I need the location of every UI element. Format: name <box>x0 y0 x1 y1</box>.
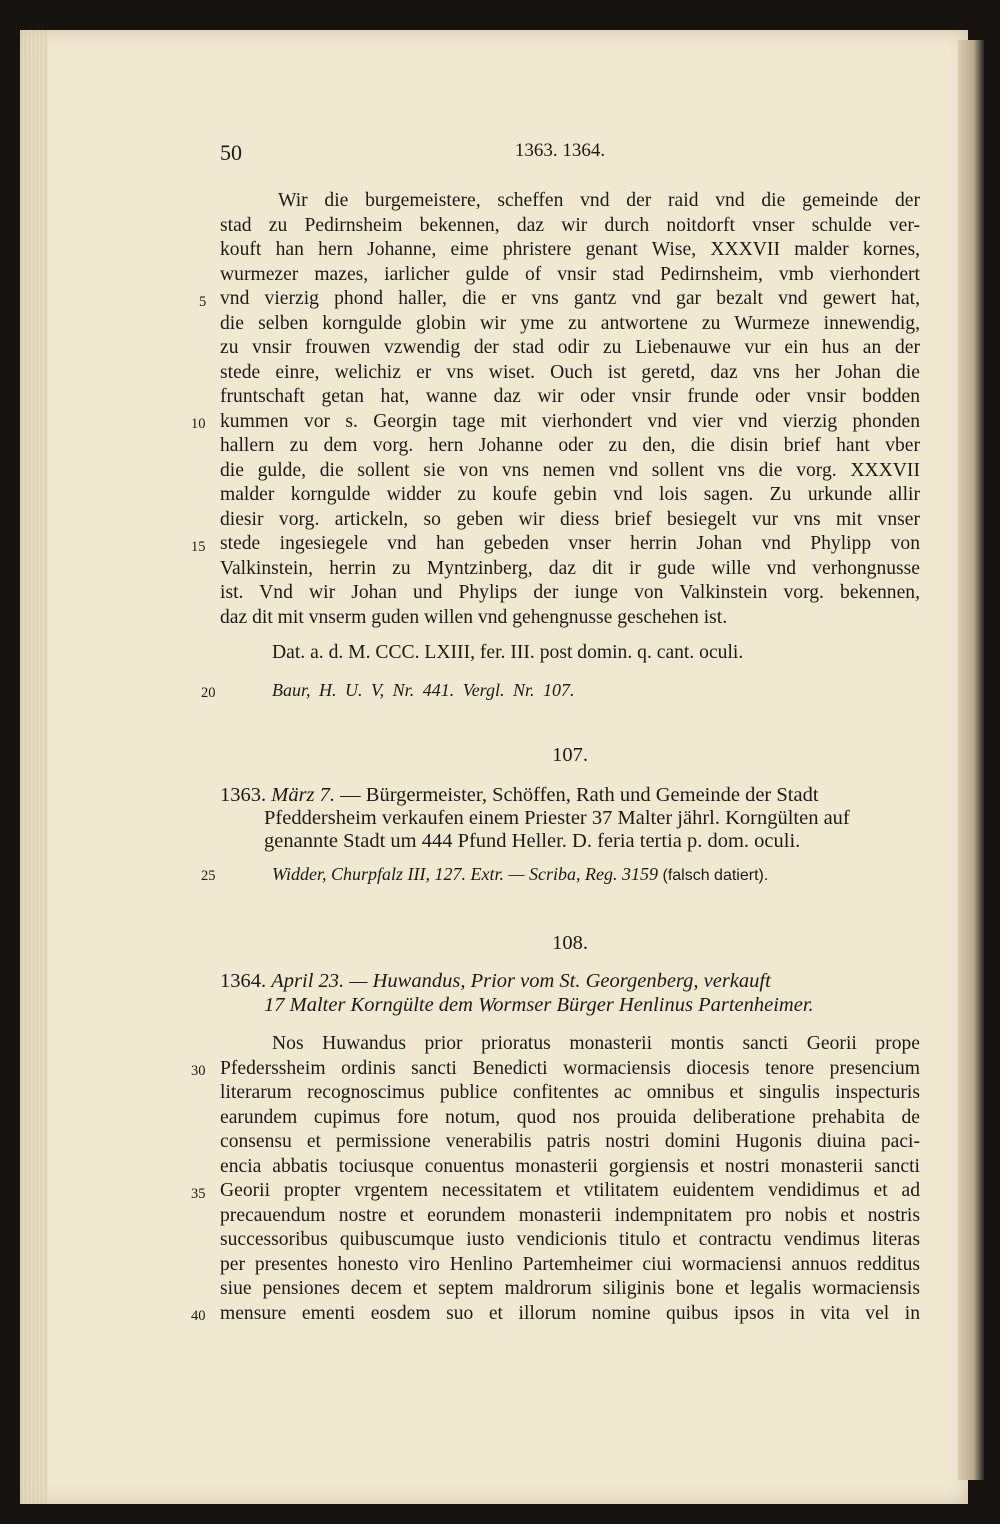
margin-line-number: 10 <box>191 416 206 432</box>
doc108-line: Georii propter vrgentem necessitatem et vtilitatem euidentem vendidimus et ad <box>220 1180 920 1201</box>
doc108-line: per presentes honesto viro Henlino Partemheimer ciui wormaciensi annuos redditus <box>220 1253 920 1275</box>
doc108-line: Pfederssheim ordinis sancti Benedicti wormaciensis diocesis tenore presencium <box>220 1057 920 1079</box>
doc106-line: daz dit mit vnserm guden willen vnd gehengnusse geschehen ist. <box>220 606 728 628</box>
doc106-line: wurmezer mazes, iarlicher gulde of vnsir stad Pedirnsheim, vmb vierhondert <box>220 263 920 285</box>
doc108-line: successoribus quibuscumque iusto vendicionis titulo et contractu vendimus literas <box>220 1229 920 1250</box>
page-number: 50 <box>220 140 242 165</box>
doc106-line: Wir die burgemeistere, scheffen vnd der raid vnd die gemeinde der <box>278 190 920 211</box>
doc107-reference-note: (falsch datiert). <box>662 867 769 884</box>
running-header-years: 1363. 1364. <box>514 140 606 161</box>
doc108-line: literarum recognoscimus publice confitentes ac omnibus et singulis inspecturis <box>220 1082 920 1103</box>
page-edge-right <box>958 40 984 1480</box>
doc108-year: 1364. <box>220 970 267 992</box>
margin-line-number: 15 <box>191 539 206 555</box>
doc106-line: Valkinstein, herrin zu Myntzinberg, daz dit ir gude wille vnd verhongnusse <box>220 557 920 579</box>
doc106-reference: Baur, H. U. V, Nr. 441. Vergl. Nr. 107. <box>272 680 575 700</box>
margin-line-number: 5 <box>199 294 207 310</box>
doc108-line: mensure ementi eosdem suo et illorum nomine quibus ipsos in vita vel in <box>220 1302 920 1324</box>
doc106-line: hallern zu dem vorg. hern Johanne oder zu den, die disin brief hant vber <box>220 435 920 456</box>
doc108-line: precauendum nostre et eorundem monasterii indempnitatem pro nobis et nostris <box>220 1204 920 1226</box>
margin-line-number: 25 <box>201 868 216 884</box>
doc108-regest-line1 <box>220 970 771 993</box>
doc106-line: kummen vor s. Georgin tage mit vierhondert vnd vier vnd vierzig phonden <box>220 410 920 432</box>
doc106-line: malder korngulde widder zu koufe gebin vnd lois sagen. Zu urkunde allir <box>220 484 920 505</box>
doc107-regest-line3: genannte Stadt um 444 Pfund Heller. D. feria tertia p. dom. oculi. <box>264 830 801 852</box>
doc106-line: die selben korngulde globin wir yme zu antwortene zu Wurmeze innewendig, <box>220 312 920 334</box>
doc107-regest-line2: Pfeddersheim verkaufen einem Priester 37 Malter jährl. Korngülten auf <box>264 807 850 829</box>
page-edge-left <box>20 30 48 1504</box>
doc108-line: siue pensiones decem et septem maldrorum siliginis bone et legalis wormaciensis <box>220 1278 920 1299</box>
doc107-number: 107. <box>552 744 588 766</box>
doc106-line: stede ingesiegele vnd han gebeden vnser herrin Johan vnd Phylipp von <box>220 533 920 554</box>
doc108-regest-line2: 17 Malter Korngülte dem Wormser Bürger Henlinus Partenheimer. <box>264 994 814 1016</box>
doc108-line: earundem cupimus fore notum, quod nos prouida deliberatione prehabita de <box>220 1106 920 1128</box>
margin-line-number: 30 <box>191 1063 206 1079</box>
doc106-line: die gulde, die sollent sie von vns nemen vnd sollent vns die vorg. XXXVII <box>220 459 920 481</box>
doc107-regest-text: — Bürgermeister, Schöffen, Rath und Gemeinde der Stadt <box>340 784 819 806</box>
doc106-line: diesir vorg. artickeln, so geben wir diess brief besiegelt vur vns mit vnser <box>220 508 920 530</box>
doc107-year: 1363. <box>220 784 267 806</box>
doc107-regest-line1 <box>220 784 819 807</box>
doc106-line: stede einre, welichiz er vns wiset. Ouch ist geretd, daz vns her Johan die <box>220 361 920 383</box>
margin-line-number: 40 <box>191 1308 206 1324</box>
doc108-line: consensu et permissione venerabilis patris nostri domini Hugonis diuina paci- <box>220 1131 920 1152</box>
doc107-reference-italic: Widder, Churpfalz III, 127. Extr. — Scriba, Reg. 3159 <box>272 864 658 884</box>
doc106-line: vnd vierzig phond haller, die er vns gantz vnd gar bezalt vnd gewert hat, <box>220 288 920 309</box>
doc106-line: zu vnsir frouwen vzwendig der stad odir zu Liebenauwe vur ein hus an der <box>220 337 920 358</box>
doc106-line: fruntschaft getan hat, wanne daz wir oder vnsir frunde oder vnsir bodden <box>220 386 920 407</box>
doc108-regest-italic: April 23. — Huwandus, Prior vom St. Georgenberg, verkauft <box>271 970 771 992</box>
margin-line-number: 35 <box>191 1186 206 1202</box>
doc108-number: 108. <box>552 932 588 954</box>
doc107-reference <box>272 864 768 885</box>
margin-line-number: 20 <box>201 685 216 701</box>
doc106-line: kouft han hern Johanne, eime phristere genant Wise, XXXVII malder kornes, <box>220 239 920 260</box>
doc108-line: encia abbatis tociusque conuentus monasterii gorgiensis et nostri monasterii sancti <box>220 1155 920 1177</box>
doc106-line: stad zu Pedirnsheim bekennen, daz wir durch noitdorft vnser schulde ver- <box>220 214 920 236</box>
doc106-line: ist. Vnd wir Johan und Phylips der iunge von Valkinstein vorg. bekennen, <box>220 582 920 603</box>
doc106-dating: Dat. a. d. M. CCC. LXIII, fer. III. post domin. q. cant. oculi. <box>272 642 744 663</box>
doc108-line: Nos Huwandus prior prioratus monasterii montis sancti Georii prope <box>272 1033 920 1054</box>
doc107-day: März 7. <box>271 784 336 806</box>
